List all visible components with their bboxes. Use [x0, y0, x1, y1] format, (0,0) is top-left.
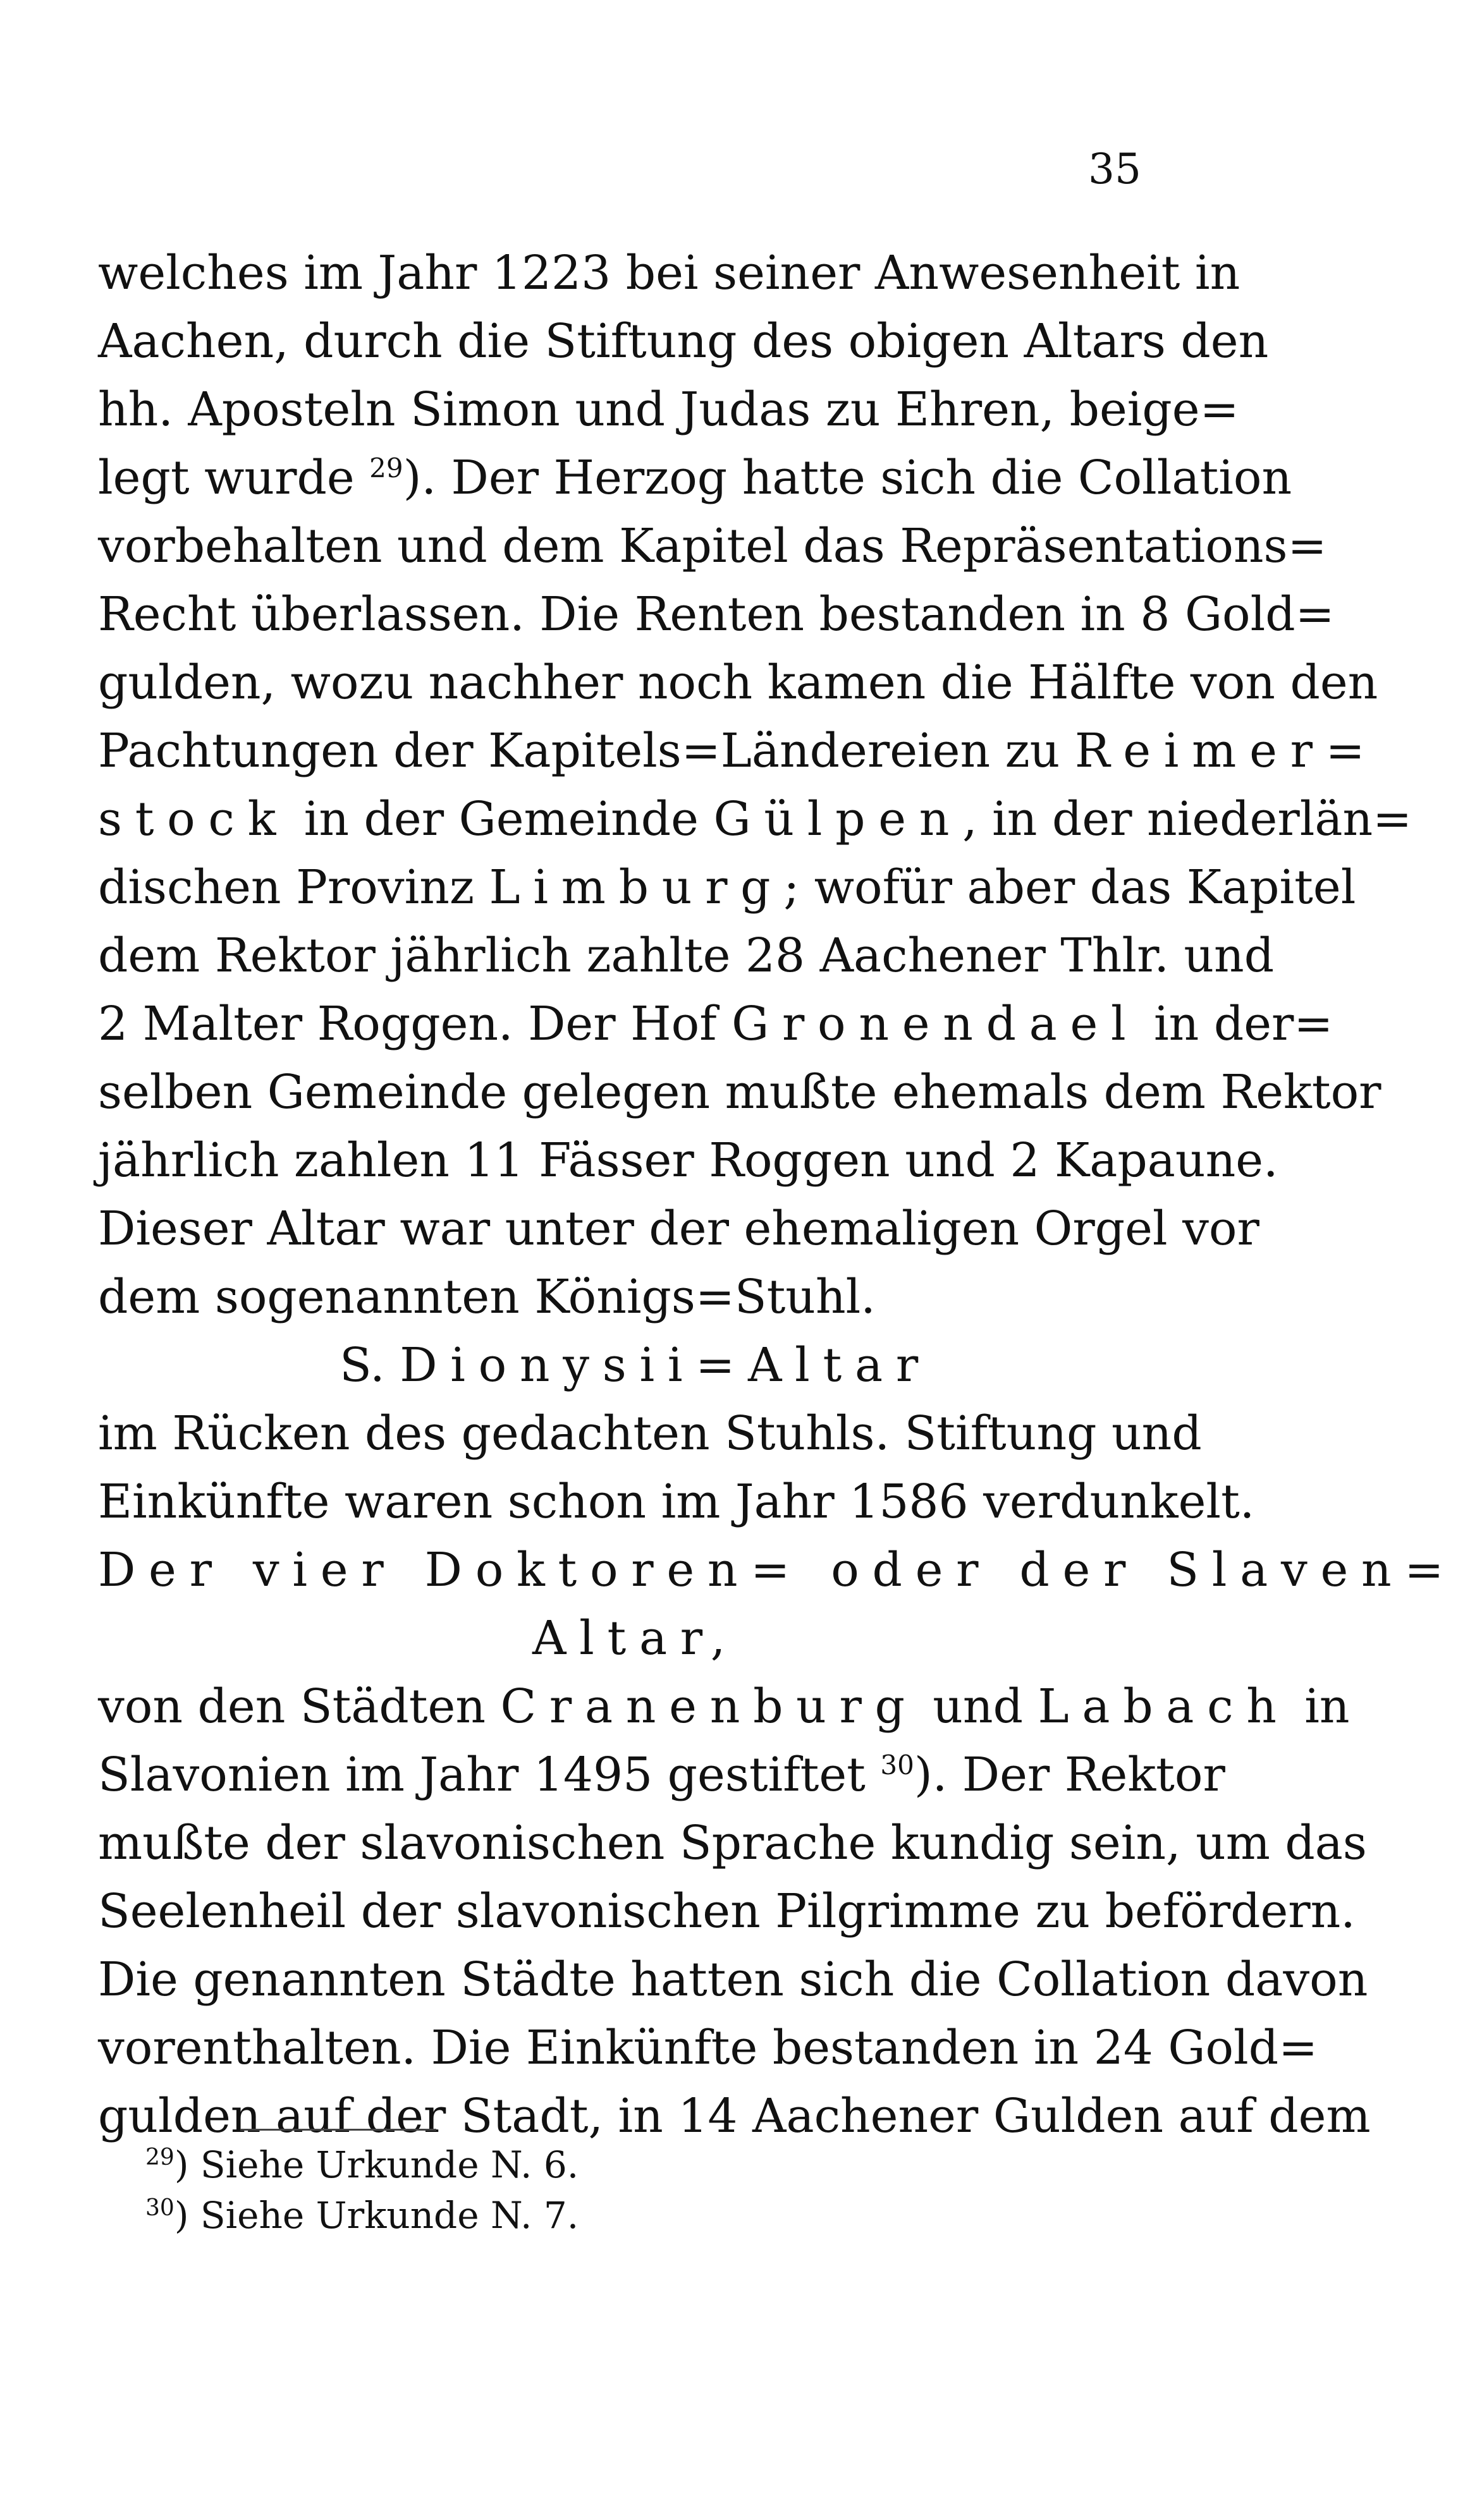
section-heading: Der vier Doktoren= oder der Slaven=: [98, 1543, 1457, 1597]
text-line: Die genannten Städte hatten sich die Collation davon: [98, 1952, 1368, 2007]
text-line: gulden auf der Stadt, in 14 Aachener Gulden auf dem: [98, 2089, 1371, 2143]
text-line: dem Rektor jährlich zahlte 28 Aachener Thlr. und: [98, 928, 1275, 983]
footnote-reference: 30: [880, 1750, 914, 1780]
footnote: $^{30}$) Siehe Urkunde N. 7.: [145, 2194, 579, 2237]
section-heading: Altar,: [532, 1611, 739, 1665]
spaced-place-name: Reimer=: [1074, 724, 1378, 778]
text-line: 2 Malter Roggen. Der Hof Gronendael in der=: [98, 997, 1333, 1051]
body-text: [98, 239, 1457, 2150]
text-line: jährlich zahlen 11 Fässer Roggen und 2 Kapaune.: [98, 1133, 1278, 1188]
text-line: dischen Provinz Limburg; wofür aber das Kapitel: [98, 860, 1356, 915]
footnotes: [145, 2140, 1031, 2241]
spaced-place-name: Cranenburg: [500, 1679, 918, 1734]
footnote-mark: 30: [145, 2195, 175, 2221]
text-line: Dieser Altar war unter der ehemaligen Orgel vor: [98, 1202, 1259, 1256]
spaced-place-name: stock: [98, 792, 290, 846]
footnote-divider: [240, 2129, 436, 2131]
text-line: mußte der slavonischen Sprache kundig sein, um das: [98, 1816, 1367, 1870]
section-heading: S. Dionysii=Altar: [340, 1338, 931, 1392]
text-line: stock in der Gemeinde Gülpen, in der niederlän=: [98, 792, 1412, 846]
text-line: vorenthalten. Die Einkünfte bestanden in 24 Gold=: [98, 2021, 1318, 2075]
text-line: vorbehalten und dem Kapitel das Repräsentations=: [98, 519, 1327, 573]
spaced-place-name: Gülpen: [713, 792, 963, 846]
text-line: hh. Aposteln Simon und Judas zu Ehren, beige=: [98, 382, 1239, 437]
footnote-reference: 29: [369, 453, 403, 484]
text-line: gulden, wozu nachher noch kamen die Hälfte von den: [98, 655, 1378, 710]
text-line: welches im Jahr 1223 bei seiner Anwesenheit in: [98, 246, 1240, 300]
text-line: dem sogenannten Königs=Stuhl.: [98, 1270, 876, 1324]
text-line: Seelenheil der slavonischen Pilgrimme zu befördern.: [98, 1884, 1356, 1939]
text-line: legt wurde $^{29}$). Der Herzog hatte sich die Collation: [98, 451, 1292, 505]
text-line: Slavonien im Jahr 1495 gestiftet $^{30}$). Der Rektor: [98, 1748, 1225, 1802]
text-line: Aachen, durch die Stiftung des obigen Altars den: [98, 314, 1269, 368]
footnote-mark: 29: [145, 2145, 175, 2170]
spaced-place-name: Gronendael: [732, 997, 1139, 1051]
text-line: von den Städten Cranenburg und Labach in: [98, 1679, 1350, 1734]
page-number: 35: [1088, 145, 1141, 193]
text-line: im Rücken des gedachten Stuhls. Stiftung und: [98, 1406, 1202, 1461]
spaced-place-name: Labach: [1038, 1679, 1290, 1734]
spaced-place-name: Limburg: [489, 860, 784, 915]
text-line: Recht überlassen. Die Renten bestanden in 8 Gold=: [98, 587, 1335, 642]
footnote: $^{29}$) Siehe Urkunde N. 6.: [145, 2143, 579, 2186]
text-line: Pachtungen der Kapitels=Ländereien zu Reimer=: [98, 724, 1378, 778]
text-line: selben Gemeinde gelegen mußte ehemals dem Rektor: [98, 1065, 1381, 1119]
text-line: Einkünfte waren schon im Jahr 1586 verdunkelt.: [98, 1475, 1255, 1529]
